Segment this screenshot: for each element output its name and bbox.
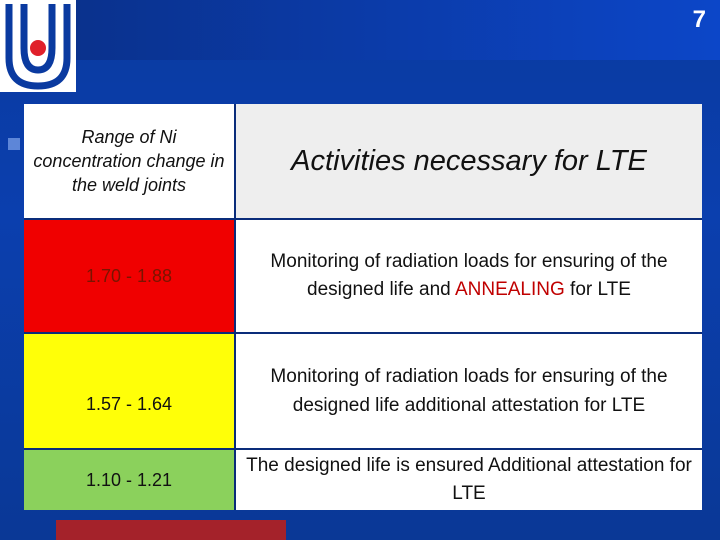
activity-text-part1: Monitoring of radiation loads for ensuring of the designed life and [270, 251, 668, 300]
lte-activities-table [24, 104, 702, 510]
logo [0, 0, 76, 92]
header-activities: Activities necessary for LTE [236, 104, 702, 218]
slide-number: 7 [692, 6, 706, 33]
activity-cell-green: The designed life is ensured Additional attestation for LTE [236, 450, 702, 510]
top-band [0, 0, 720, 60]
activity-cell-red [236, 220, 702, 332]
bottom-accent-bar [56, 520, 286, 540]
institute-logo-icon [0, 0, 76, 92]
range-cell-green: 1.10 - 1.21 [24, 450, 234, 510]
range-cell-yellow: 1.57 - 1.64 [24, 334, 234, 448]
annealing-highlight: ANNEALING [454, 279, 565, 300]
activity-text-part2: for LTE [570, 279, 631, 300]
header-ni-range: Range of Ni concentration change in the weld joints [24, 104, 234, 218]
decorative-square [8, 138, 20, 150]
activity-text [240, 248, 698, 304]
activity-cell-yellow: Monitoring of radiation loads for ensuring of the designed life additional attestation for LTE [236, 334, 702, 448]
range-cell-red: 1.70 - 1.88 [24, 220, 234, 332]
